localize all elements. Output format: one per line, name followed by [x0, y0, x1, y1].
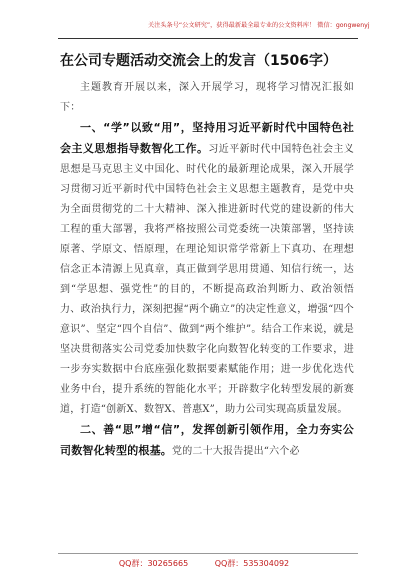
footer-qq-group-1: QQ群：30265665	[118, 559, 189, 568]
footer-qq-group-2: QQ群：535304092	[214, 559, 290, 568]
document-title: 在公司专题活动交流会上的发言（1506字）	[60, 53, 337, 69]
section-1-heading: 一、“学”以致“用”，坚持用习近平新时代中国特色社会主义思想指导数智化工作。	[60, 121, 354, 155]
footer	[0, 559, 408, 569]
header-divider	[58, 38, 358, 39]
section-1-body: 习近平新时代中国特色社会主义思想是马克思主义中国化、时代化的最新理论成果，深入开展学习贯彻习近平新时代中国特色社会主义思想主题教育，是党中央为全面贯彻党的二十大精神、深入推进新时代党的建设新的伟大工程的重大部署，我将严格按照公司党委统一决策部署，坚持读原著、学原文、悟原理，在理论知识常学常新上下真功、在理想信念正本清源上见真章，真正做到学思用贯通、知信行统一，达到“学思想、强党性”的目的，不断提高政治判断力、政治领悟力、政治执行力，深刻把握“两个确立”的决定性意义，增强“四个意识”、坚定“四个自信”、做到“两个维护”。结合工作来说，就是坚决贯彻落实公司党委加快数字化向数智化转变的工作要求，进一步夯实数据中台底座强化数据要素赋能作用；进一步优化迭代业务中台，提升系统的智能化水平；开辟数字化转型发展的新赛道，打造“创新X、数智X、普惠X”，助力公司实现高质量发展。	[60, 144, 354, 415]
header-banner: 关注头条号“公文研究”，获得最新最全最专业的公文资料库！ 微信：gongwenyj	[148, 22, 370, 29]
footer-divider	[58, 553, 358, 554]
intro-paragraph: 主题教育开展以来，深入开展学习，现将学习情况汇报如下：	[60, 82, 354, 113]
document-body	[60, 78, 354, 462]
section-2-body: 党的二十大报告提出“六个必	[172, 446, 300, 457]
section-2-heading: 二、善“思”增“信”，发挥创新引领作用，全力夯实公司数智化转型的根基。	[60, 423, 354, 457]
section-2-paragraph	[60, 420, 354, 462]
section-1-paragraph	[60, 118, 354, 420]
